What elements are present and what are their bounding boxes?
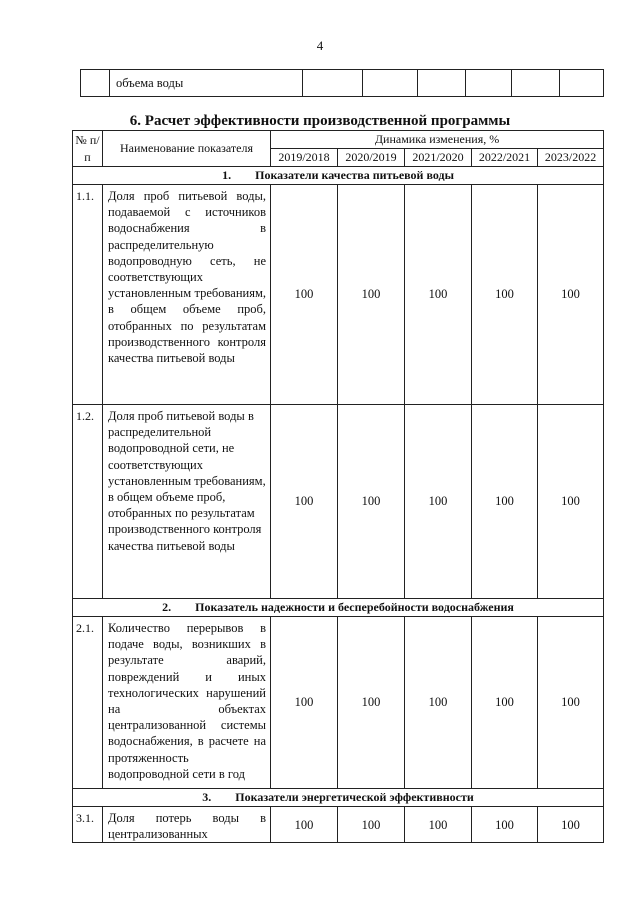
value-cell: 100	[405, 405, 472, 599]
value-cell: 100	[472, 185, 538, 405]
efficiency-table	[72, 130, 604, 843]
table-row	[73, 405, 604, 599]
value-cell: 100	[338, 185, 405, 405]
value-cell: 100	[405, 617, 472, 789]
table-row	[73, 185, 604, 405]
row-number: 1.1.	[73, 185, 103, 405]
section-heading: Показатель надежности и бесперебойности водоснабжения	[195, 600, 514, 615]
section-title: 6. Расчет эффективности производственной программы	[129, 113, 511, 129]
value-cell: 100	[538, 405, 604, 599]
table-row	[73, 807, 604, 843]
indicator-name: Количество перерывов в подаче воды, возникших в результате аварий, повреждений и иных технологических нарушений на объектах централизованной системы водоснабжения, в расчете на протяженность водопроводной сети в год	[103, 617, 271, 789]
col-dynamics-header: Динамика изменения, %	[271, 131, 604, 149]
indicator-name: Доля потерь воды в централизованных	[103, 807, 271, 843]
year-header: 2019/2018	[271, 149, 338, 167]
header-row	[73, 131, 604, 149]
value-cell: 100	[405, 807, 472, 843]
year-header: 2020/2019	[338, 149, 405, 167]
value-cell: 100	[338, 807, 405, 843]
row-number: 1.2.	[73, 405, 103, 599]
row-number: 3.1.	[73, 807, 103, 843]
year-header: 2022/2021	[472, 149, 538, 167]
value-cell: 100	[538, 807, 604, 843]
section-row	[73, 789, 604, 807]
value-cell: 100	[538, 617, 604, 789]
value-cell: 100	[271, 807, 338, 843]
section-row	[73, 167, 604, 185]
value-cell: 100	[472, 617, 538, 789]
table-row	[81, 70, 604, 97]
row-label: объема воды	[110, 70, 303, 97]
col-name-header: Наименование показателя	[103, 131, 271, 167]
value-cell: 100	[472, 405, 538, 599]
col-num-header: № п/п	[73, 131, 103, 167]
previous-table-fragment	[80, 69, 604, 97]
value-cell: 100	[271, 405, 338, 599]
indicator-name: Доля проб питьевой воды в распределительной водопроводной сети, не соответствующих установленным требованиям, в общем объеме проб, отобранных по результатам производственного контроля качества питьевой воды	[103, 405, 271, 599]
value-cell: 100	[338, 617, 405, 789]
section-heading: Показатели качества питьевой воды	[255, 168, 454, 183]
section-number: 2.	[162, 600, 172, 615]
value-cell: 100	[271, 617, 338, 789]
section-number: 3.	[202, 790, 212, 805]
value-cell: 100	[271, 185, 338, 405]
section-heading: Показатели энергетической эффективности	[235, 790, 474, 805]
section-number: 1.	[222, 168, 232, 183]
row-number: 2.1.	[73, 617, 103, 789]
year-header: 2023/2022	[538, 149, 604, 167]
value-cell: 100	[338, 405, 405, 599]
value-cell: 100	[472, 807, 538, 843]
value-cell: 100	[405, 185, 472, 405]
table-row	[73, 617, 604, 789]
section-row	[73, 599, 604, 617]
indicator-name: Доля проб питьевой воды, подаваемой с источников водоснабжения в распределительную водопроводную сеть, не соответствующих установленным требованиям, в общем объеме проб, отобранных по результатам производственного контроля качества питьевой воды	[103, 185, 271, 405]
page-number: 4	[316, 38, 324, 53]
value-cell: 100	[538, 185, 604, 405]
year-header: 2021/2020	[405, 149, 472, 167]
